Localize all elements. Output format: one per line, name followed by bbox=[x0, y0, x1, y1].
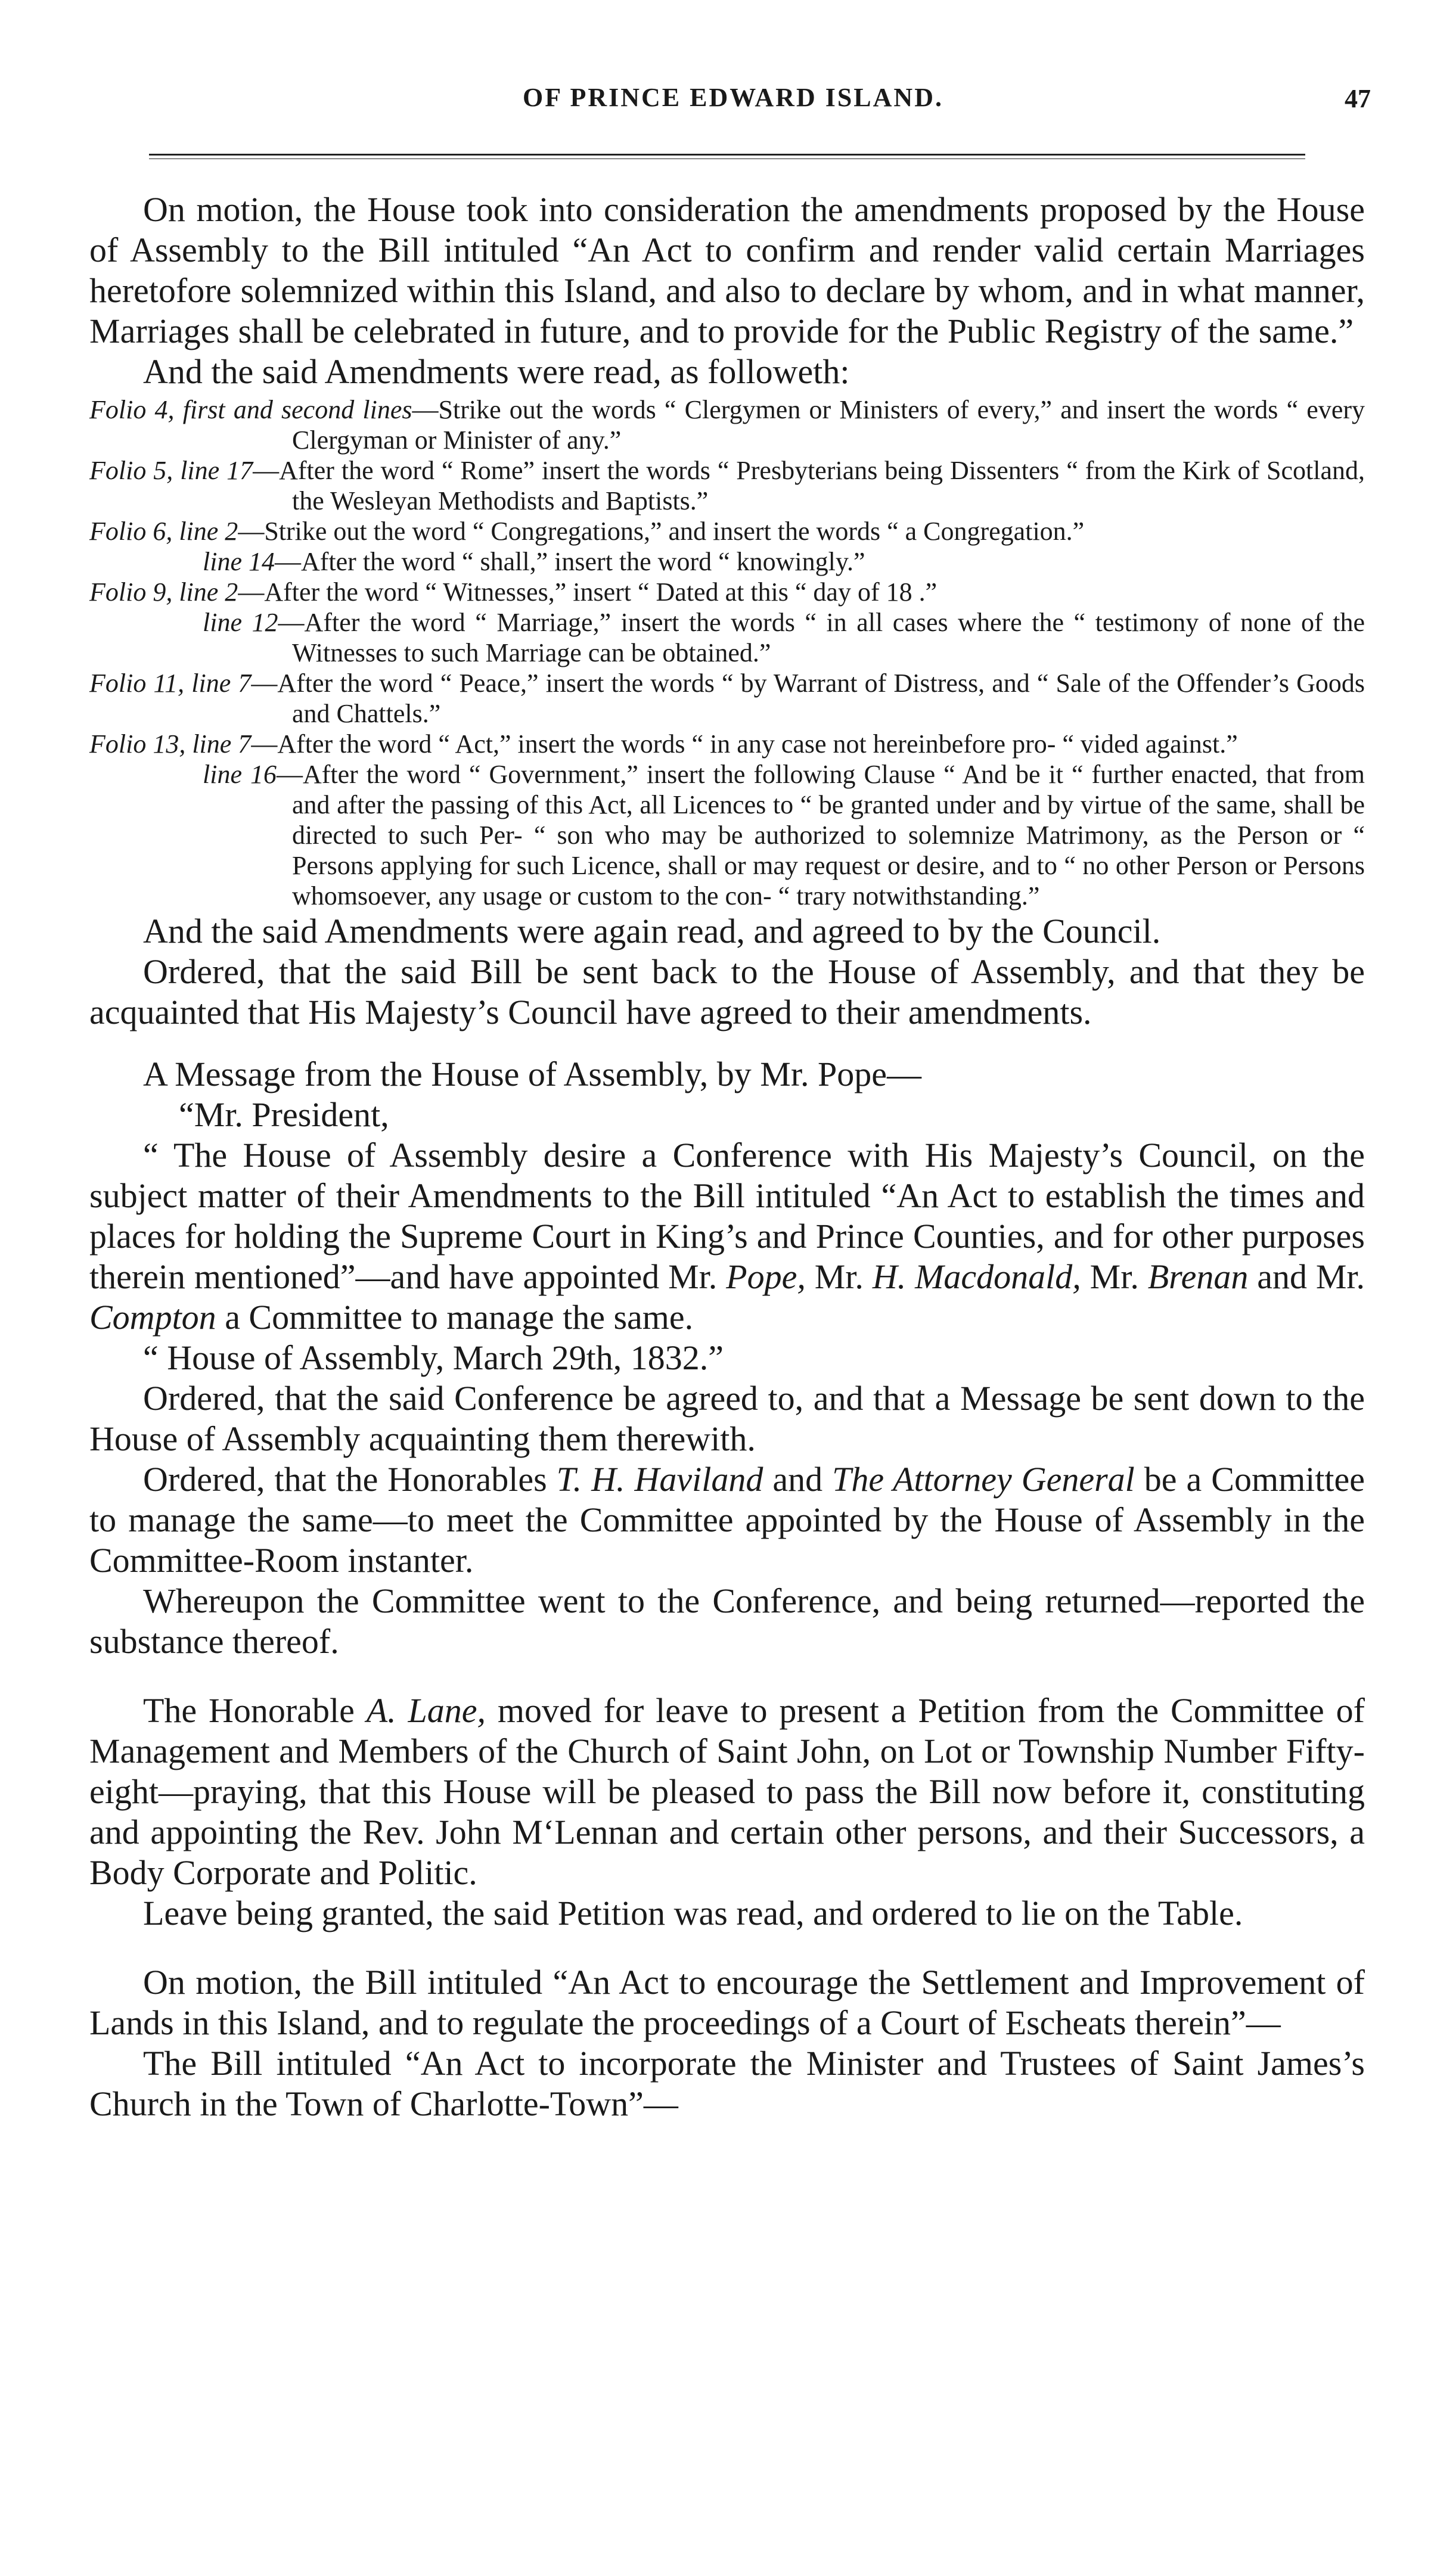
text-run: moved for leave to present a Petition from the Committee of Management and Members of the Church of Saint John, on Lot or Township Number Fifty-eight—praying, that this House will be pleased to pass the Bill now before it, constituting and appointing the Rev. John M‘Lennan and certain other persons, and their Successors, a Body Corporate and Politic. bbox=[89, 1691, 1365, 1892]
amendment-entry bbox=[89, 607, 1365, 668]
signatory-name: Brenan bbox=[1147, 1257, 1249, 1296]
amendment-ref: line 12 bbox=[203, 608, 278, 637]
text-run: Mr. bbox=[1081, 1257, 1148, 1296]
amendment-text: —After the word “ Marriage,” insert the words “ in all cases where the “ testimony of none of the Witnesses to such Marriage can be obtained.” bbox=[278, 608, 1365, 667]
paragraph: The Bill intituled “An Act to incorporate the Minister and Trustees of Saint James’s Church in the Town of Charlotte-Town”— bbox=[89, 2044, 1365, 2123]
page-number: 47 bbox=[1345, 84, 1371, 113]
text-run: Ordered, that the Honorables bbox=[143, 1460, 557, 1499]
amendment-ref: Folio 5, line 17 bbox=[89, 456, 253, 485]
text-run: and Mr. bbox=[1248, 1257, 1365, 1296]
amendment-entry bbox=[89, 455, 1365, 516]
amendment-text: —After the word “ shall,” insert the word “ knowingly.” bbox=[274, 547, 865, 576]
paragraph bbox=[89, 1691, 1365, 1893]
signatory-name: Pope, bbox=[726, 1257, 806, 1296]
paragraph: On motion, the House took into consideration the amendments proposed by the House of Assembly to the Bill intituled “An Act to confirm and render valid certain Marriages heretofore solemnized within this Island, and also to declare by whom, and in what manner, Marriages shall be celebrated in future, and to provide for the Public Registry of the same.” bbox=[89, 190, 1365, 350]
header-rule bbox=[149, 154, 1305, 156]
paragraph: Ordered, that the said Bill be sent back to the House of Assembly, and that they be acquainted that His Majesty’s Council have agreed to their amendments. bbox=[89, 952, 1365, 1031]
amendment-ref: Folio 13, line 7 bbox=[89, 729, 252, 759]
text-run: a Committee to manage the same. bbox=[216, 1298, 694, 1337]
amendment-text: —After the word “ Witnesses,” insert “ Dated at this “ day of 18 .” bbox=[238, 577, 938, 607]
text-run: Mr. bbox=[805, 1257, 873, 1296]
paragraph: On motion, the Bill intituled “An Act to encourage the Settlement and Improvement of Lands in this Island, and to regulate the proceedings of a Court of Escheats therein”— bbox=[89, 1963, 1365, 2042]
amendment-entry bbox=[89, 759, 1365, 911]
paragraph: And the said Amendments were read, as followeth: bbox=[143, 352, 850, 391]
text-run: be a Committee to manage the same—to meet the Committee appointed by the House of Assembly in the Committee-Room instanter. bbox=[89, 1460, 1365, 1580]
amendment-entry bbox=[89, 729, 1365, 759]
amendment-text: —Strike out the word “ Congregations,” and insert the words “ a Congregation.” bbox=[238, 517, 1085, 546]
paragraph: “ House of Assembly, March 29th, 1832.” bbox=[143, 1338, 724, 1377]
amendment-ref: Folio 11, line 7 bbox=[89, 669, 252, 698]
amendment-text: —Strike out the words “ Clergymen or Ministers of every,” and insert the words “ every Clergyman or Minister of any.” bbox=[292, 395, 1365, 455]
paragraph: And the said Amendments were again read, and agreed to by the Council. bbox=[143, 912, 1161, 950]
amendment-entry bbox=[89, 668, 1365, 729]
text-run: The Honorable bbox=[143, 1691, 367, 1730]
amendment-text: —After the word “ Peace,” insert the words “ by Warrant of Distress, and “ Sale of the Offender’s Goods and Chattels.” bbox=[251, 669, 1365, 728]
amendment-entry bbox=[89, 394, 1365, 455]
signatory-name: A. Lane, bbox=[366, 1691, 486, 1730]
page-body bbox=[89, 189, 1365, 2124]
amendment-ref: line 16 bbox=[203, 760, 277, 789]
paragraph: Whereupon the Committee went to the Conference, and being returned—reported the substance thereof. bbox=[89, 1581, 1365, 1661]
amendment-ref: Folio 6, line 2 bbox=[89, 517, 238, 546]
signatory-name: Compton bbox=[89, 1298, 216, 1337]
running-head: OF PRINCE EDWARD ISLAND. bbox=[523, 83, 943, 112]
amendment-text: —After the word “ Rome” insert the words “ Presbyterians being Dissenters “ from the Kirk of Scotland, the Wesleyan Methodists and Baptists.” bbox=[253, 456, 1365, 515]
signatory-name: T. H. Haviland bbox=[556, 1460, 763, 1499]
text-run: and bbox=[763, 1460, 833, 1499]
paragraph bbox=[89, 1459, 1365, 1581]
amendment-entry bbox=[89, 516, 1365, 546]
amendment-text: —After the word “ Act,” insert the words “ in any case not hereinbefore pro- “ vided against.” bbox=[251, 729, 1238, 759]
text-run: “ The House of Assembly desire a Conference with His Majesty’s Council, on the subject matter of their Amendments to the Bill intituled “An Act to establish the times and places for holding the Supreme Court in King’s and Prince Counties, and for other purposes therein mentioned”—and have appointed Mr. bbox=[89, 1136, 1365, 1296]
page-header bbox=[95, 82, 1371, 124]
amendments-list bbox=[89, 394, 1365, 911]
amendment-entry bbox=[89, 577, 1365, 607]
amendment-entry bbox=[89, 546, 1365, 577]
paragraph: “Mr. President, bbox=[179, 1095, 389, 1134]
paragraph: Leave being granted, the said Petition was read, and ordered to lie on the Table. bbox=[143, 1894, 1243, 1932]
signatory-name: H. Macdonald, bbox=[872, 1257, 1081, 1296]
amendment-ref: Folio 9, line 2 bbox=[89, 577, 238, 607]
paragraph: Ordered, that the said Conference be agreed to, and that a Message be sent down to the House of Assembly acquainting them therewith. bbox=[89, 1379, 1365, 1458]
paragraph bbox=[89, 1135, 1365, 1338]
paragraph: A Message from the House of Assembly, by Mr. Pope— bbox=[143, 1055, 921, 1093]
amendment-text: —After the word “ Government,” insert the following Clause “ And be it “ further enacted, that from and after the passing of this Act, all Licences to “ be granted under and by virtue of the same, shall be directed to such Per- “ son who may be authorized to solemnize Matrimony, as the Person or “ Persons applying for such Licence, shall or may request or desire, and to “ no other Person or Persons whomsoever, any usage or custom to the con- “ trary notwithstanding.” bbox=[276, 760, 1365, 911]
amendment-ref: line 14 bbox=[203, 547, 275, 576]
amendment-ref: Folio 4, first and second lines bbox=[89, 395, 412, 424]
signatory-name: The Attorney General bbox=[832, 1460, 1135, 1499]
